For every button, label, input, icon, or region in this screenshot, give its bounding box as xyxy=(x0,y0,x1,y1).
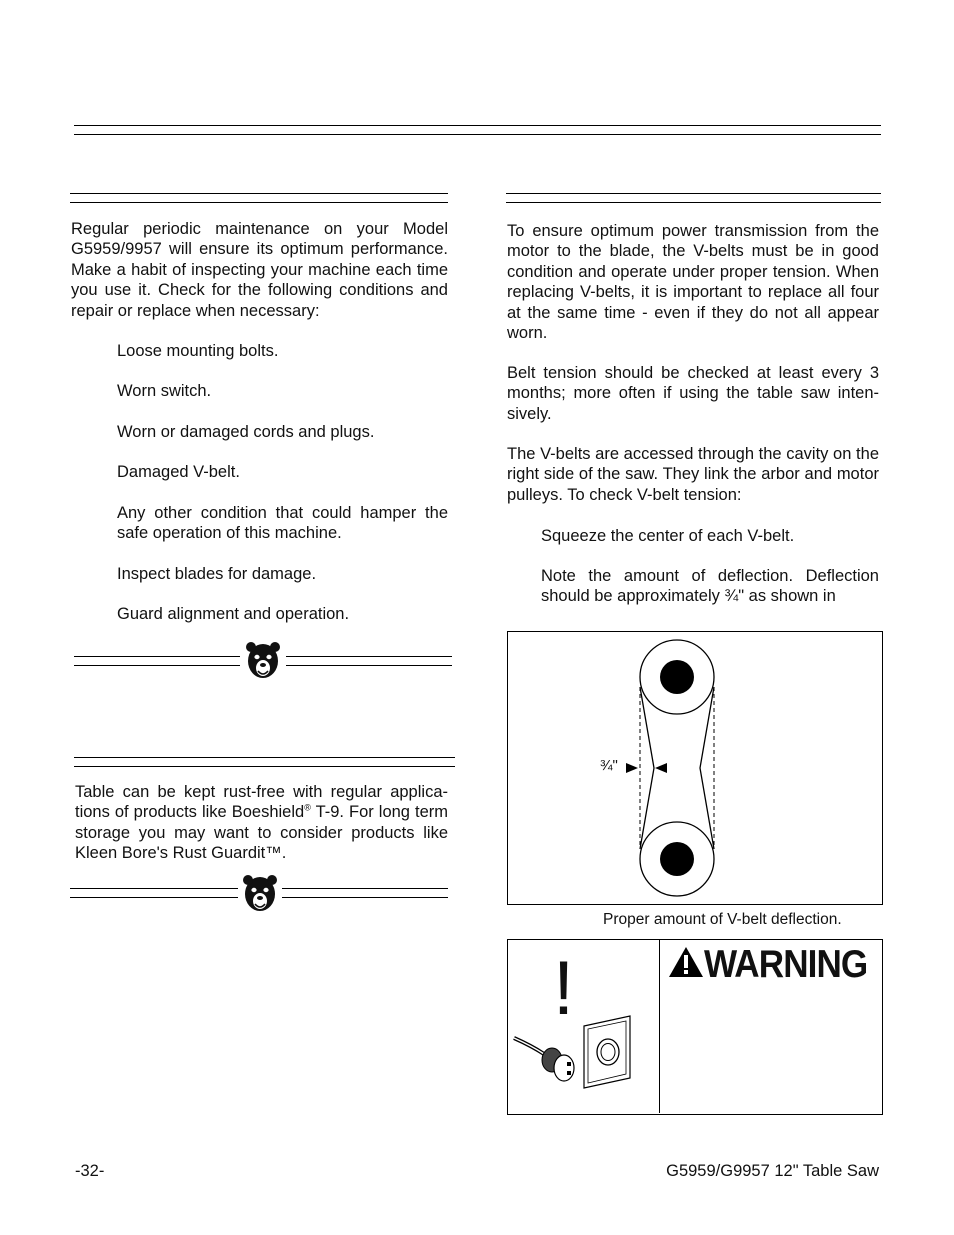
vbelt-intro: To ensure optimum power transmission from the motor to the blade, the V-belts must be in good condition and operate under proper tension. When replacing V-belts, it is important to replace all four at the same time - even if they do not all appear worn. xyxy=(507,222,879,343)
deflection-label: ¾" xyxy=(600,757,618,774)
bear-logo-icon xyxy=(245,641,281,681)
right-section-rule-top xyxy=(506,193,881,194)
table-text-after: T-9. For long term storage you may want to consider products like Kleen Bore's Rust Guardit™. xyxy=(75,803,448,863)
bear-logo-icon xyxy=(242,874,278,914)
checklist-item: Worn or damaged cords and plugs. xyxy=(117,423,375,441)
vbelt-tension-frequency: Belt tension should be checked at least every 3 months; more often if using the table saw inten-sively. xyxy=(507,364,879,423)
registered-mark: ® xyxy=(304,802,311,813)
left-section-rule-top xyxy=(70,193,448,194)
vbelt-diagram xyxy=(508,632,882,904)
vbelt-step: Note the amount of deflection. Deflection should be approximately ¾" as shown in xyxy=(541,567,879,606)
divider-rule xyxy=(286,665,452,666)
exclamation-mark: ! xyxy=(553,946,575,1031)
divider-rule xyxy=(286,656,452,657)
vbelt-access: The V-belts are accessed through the cavity on the right side of the saw. They link the arbor and motor pulleys. To check V-belt tension: xyxy=(507,445,879,504)
checklist-item: Inspect blades for damage. xyxy=(117,565,317,583)
table-section-rule-bottom xyxy=(74,766,455,767)
checklist-item: Worn switch. xyxy=(117,382,212,400)
warning-divider xyxy=(659,940,660,1113)
maintenance-intro: Regular periodic maintenance on your Model G5959/9957 will ensure its optimum performance. Make a habit of inspecting your machine each time you use it. Check for the following conditions and repair or replace when necessary: xyxy=(71,220,448,320)
divider-rule xyxy=(70,897,238,898)
left-section-rule-bottom xyxy=(70,202,448,203)
vbelt-step: Squeeze the center of each V-belt. xyxy=(541,527,795,545)
header-rule-top xyxy=(74,125,881,126)
table-text-before: Table can be kept rust-free with regular applica-tions of products like Boeshield xyxy=(75,783,448,822)
table-section-rule-top xyxy=(74,757,455,758)
warning-title: WARNING xyxy=(704,943,868,986)
plug-icon xyxy=(512,1012,642,1092)
right-section-rule-bottom xyxy=(506,202,881,203)
figure-caption: Proper amount of V-belt deflection. xyxy=(603,911,842,928)
checklist-item: Loose mounting bolts. xyxy=(117,342,279,360)
header-rule-bottom xyxy=(74,134,881,135)
divider-rule xyxy=(74,656,240,657)
page-number: -32- xyxy=(75,1162,105,1180)
vbelt-figure xyxy=(507,631,883,905)
divider-rule xyxy=(70,888,238,889)
checklist-item: Any other condition that could hamper the safe operation of this machine. xyxy=(117,504,448,543)
divider-rule xyxy=(282,888,448,889)
footer-model: G5959/G9957 12" Table Saw xyxy=(666,1162,879,1180)
checklist-item: Damaged V-belt. xyxy=(117,463,240,481)
checklist-item: Guard alignment and operation. xyxy=(117,605,350,623)
divider-rule xyxy=(74,665,240,666)
warning-box xyxy=(507,939,883,1115)
table-care-paragraph xyxy=(75,782,448,864)
divider-rule xyxy=(282,897,448,898)
warning-triangle-icon xyxy=(668,946,704,978)
